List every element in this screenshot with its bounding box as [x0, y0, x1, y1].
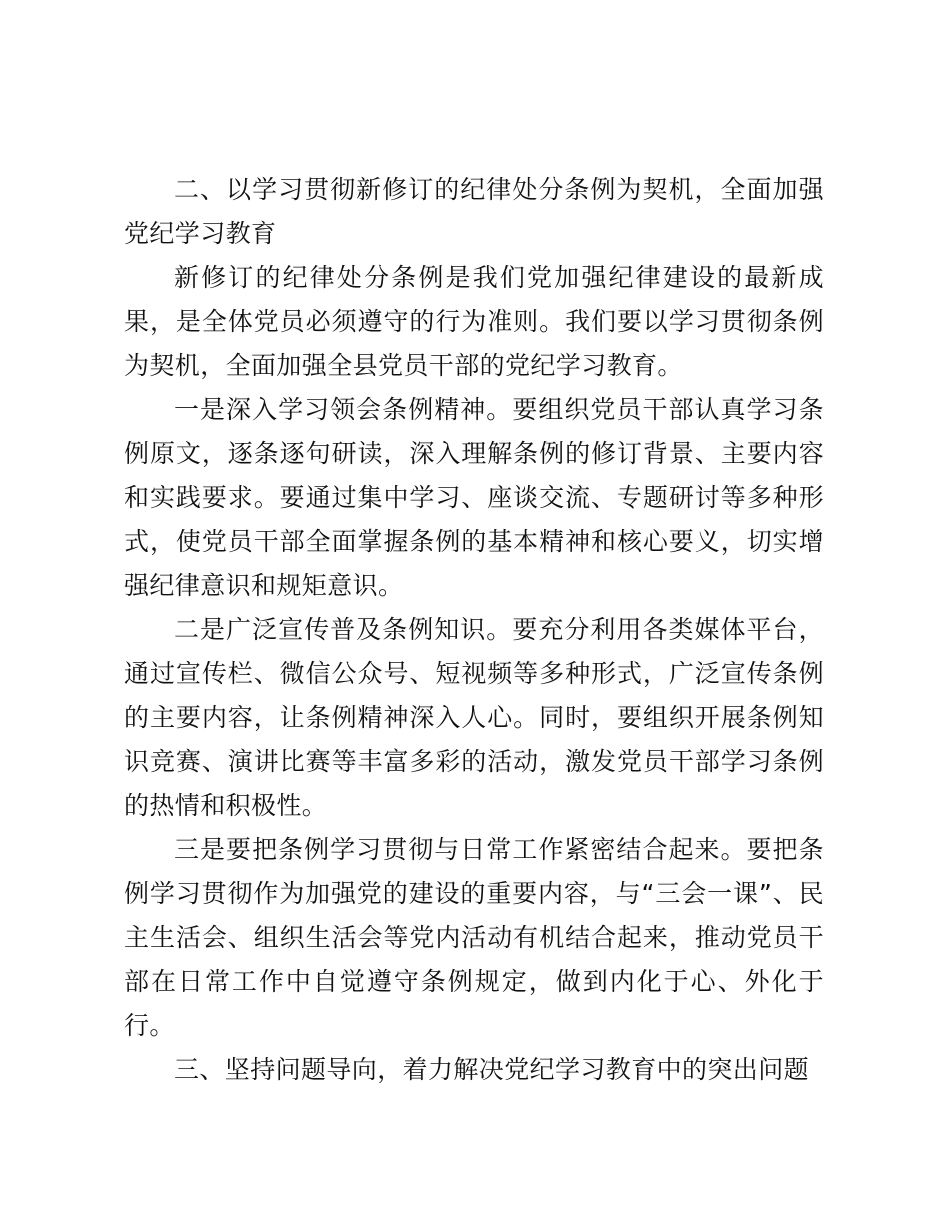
section-3-heading: 三、坚持问题导向，着力解决党纪学习教育中的突出问题 — [174, 1055, 810, 1084]
paragraph-first-point: 一是深入学习领会条例精神。要组织党员干部认真学习条例原文，逐条逐句研读，深入理解条例的修订背景、主要内容和实践要求。要通过集中学习、座谈交流、专题研讨等多种形式，使党员干部全面掌握条例的基本精神和核心要义，切实增强纪律意识和规矩意识。 — [124, 395, 824, 600]
paragraph-second-point: 二是广泛宣传普及条例知识。要充分利用各类媒体平台，通过宣传栏、微信公众号、短视频等多种形式，广泛宣传条例的主要内容，让条例精神深入人心。同时，要组织开展条例知识竞赛、演讲比赛等丰富多彩的活动，激发党员干部学习条例的热情和积极性。 — [124, 615, 824, 820]
paragraph-third-point: 三是要把条例学习贯彻与日常工作紧密结合起来。要把条例学习贯彻作为加强党的建设的重要内容，与“三会一课”、民主生活会、组织生活会等党内活动有机结合起来，推动党员干部在日常工作中自觉遵守条例规定，做到内化于心、外化于行。 — [124, 835, 824, 1040]
section-2-heading: 二、以学习贯彻新修订的纪律处分条例为契机，全面加强党纪学习教育 — [124, 175, 824, 248]
paragraph-intro: 新修订的纪律处分条例是我们党加强纪律建设的最新成果，是全体党员必须遵守的行为准则。我们要以学习贯彻条例为契机，全面加强全县党员干部的党纪学习教育。 — [124, 263, 824, 380]
document-body — [124, 168, 824, 1092]
